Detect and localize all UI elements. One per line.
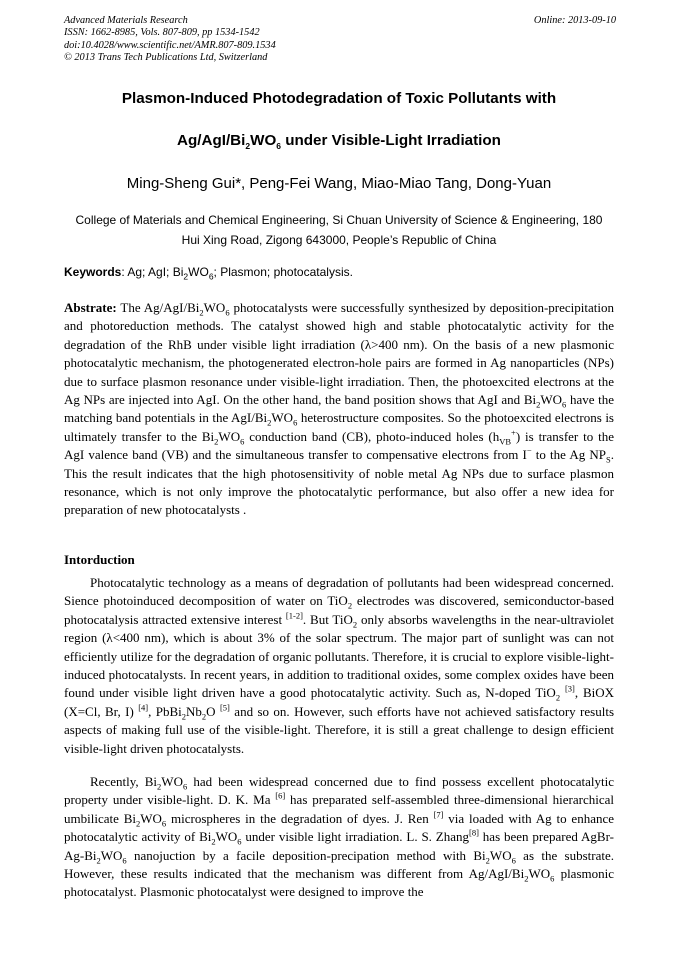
abstract-label: Abstrate: [64, 300, 117, 315]
keywords-label: Keywords [64, 265, 122, 279]
journal-header [64, 15, 616, 64]
paper-title-line-1: Plasmon-Induced Photodegradation of Toxic Pollutants with [121, 90, 557, 107]
issn-line: ISSN: 1662-8985, Vols. 807-809, pp 1534-1542 [64, 27, 260, 39]
paper-title-line-2: $Ag/AgI/Bi_2WO_6$ under Visible-Light Irradiation [177, 132, 501, 152]
copyright-line: © 2013 Trans Tech Publications Ltd, Switzerland [64, 51, 268, 63]
keywords: Keywords: Ag; AgI; $Bi_2WO_6$; Plasmon; photocatalysis. [64, 265, 353, 282]
introduction-paragraph-2: Recently, $Bi_2WO_6$ had been widespread concerned due to find possess excellent photocatalytic property under visible-light. D. K. Ma [6] has preparated self-assembled three-dimensional hierarchical umbilicate $Bi_2WO_6$ microspheres in the degradation of dyes. J. Ren [7] via loaded with Ag to enhance photocatalytic activity of $Bi_2WO_6$ under visible light irradiation. L. S. Zhang[8] has been prepared AgBr-$Ag-Bi_2WO_6$ nanojuction by a facile deposition-precipation method with $Bi_2WO_6$ as the substrate. However, these results indicated that the mechanism was different from $Ag/AgI/Bi_2WO_6$ plasmonic photocatalyst. Plasmonic photocatalyst were designed to improve the [64, 774, 615, 900]
abstract: Abstrate: The $Ag/AgI/Bi_2WO_6$ photocatalysts were successfully synthesized by deposition-precipitation and photoreduction methods. The catalyst showed high and stable photocatalytic activity for the degradation of the RhB under visible light irradiation (λ>400 nm). On the basis of a new plasmonic photocatalytic mechanism, the photogenerated electron-hole pairs are formed in Ag nanoparticles (NPs) due to surface plasmon resonance under visible-light irradiation. Then, the photoexcited electrons at the Ag NPs are injected into AgI. On the other hand, the band position shows that AgI and $Bi_2WO_6$ have the matching band potentials in the AgI/$Bi_2WO_6$ heterostructure composites. So the photoexcited electrons is ultimately transfer to the $Bi_2WO_6$ conduction band (CB), photo-induced holes $(h_{VB}^+)$ is transfer to the AgI valence band (VB) and the simultaneous transfer to compensative electrons from I− to the Ag $NP_S$. This the result indicates that the high photosensitivity of noble metal Ag NPs due to surface plasmon resonance, which is not only improve the photocatalytic performance, but also offer a new idea for preparation of new photocatalysts . [64, 300, 615, 518]
section-heading-introduction: Intorduction [64, 552, 135, 567]
affiliation [50, 210, 628, 250]
author-list: Ming-Sheng Gui*, Peng-Fei Wang, Miao-Miao Tang, Dong-Yuan [126, 175, 552, 192]
doi-line: doi:10.4028/www.scientific.net/AMR.807-809.1534 [64, 39, 276, 51]
introduction-paragraph-1: Photocatalytic technology as a means of degradation of pollutants had been widespread concerned. Sience photoinduced decomposition of water on TiO$_2$ electrodes was discovered, semiconductor-based photocatalysis attracted extensive interest [1-2]. But TiO$_2$ only absorbs wavelengths in the near-ultraviolet region (λ<400 nm), which is about 3% of the solar spectrum. The major part of sunlight was can not efficiently utilize for the degradation of organic pollutants. Therefore, it is crucial to explore visible-light- induced photocatalysts. In recent years, in addition to traditional oxides, some complex oxides have been found under visible light driven have a good photocatalytic activity. Such as, N-doped TiO$_2$ [3], BiOX (X=Cl, Br, I) [4], $PbBi_2Nb_2O$ [5] and so on. However, such efforts have not achieved satisfactory results aspects of making full use of the visible-light. Therefore, it is still a great challenge to design efficient visible-light driven photocatalysts. [64, 575, 615, 756]
affiliation-line-2: Hui Xing Road, Zigong 643000, People’s Republic of China [181, 233, 497, 247]
online-date: Online: 2013-09-10 [533, 15, 616, 26]
affiliation-line-1: College of Materials and Chemical Engineering, Si Chuan University of Science & Engineering, 180 [75, 213, 603, 227]
journal-name: Advanced Materials Research [64, 15, 188, 26]
